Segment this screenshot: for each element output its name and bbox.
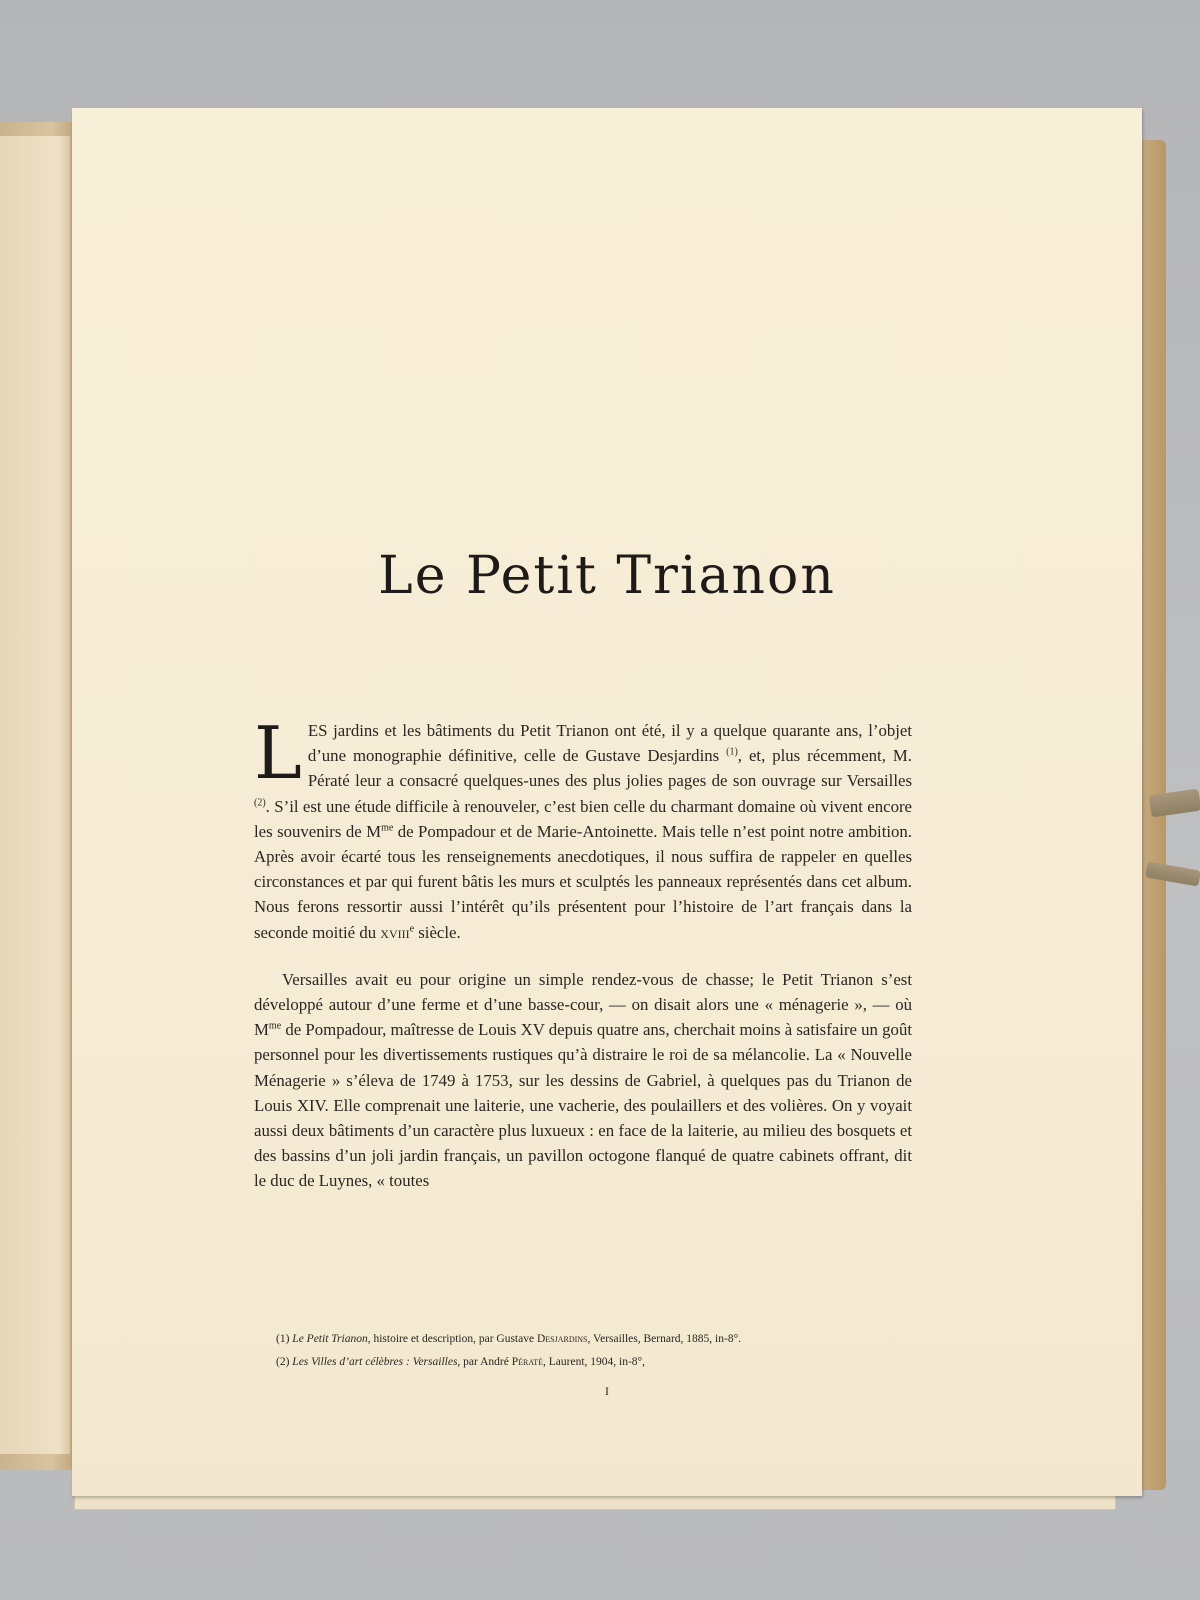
body-text — [254, 711, 913, 1194]
text-run: de Pompadour et de Marie-Antoinette. Mais telle n’est point notre ambition. Après avoir écarté tous les renseignements anecdotiques, il nous suffira de rappeler en quelles circonstances et par qui furent bâtis les murs et sculptés les panneaux représentés dans cet album. Nous ferons ressortir aussi l’intérêt qu’ils présentent pour l’histoire de l’art français dans la seconde moitié du — [254, 821, 912, 942]
text-run: , par André — [457, 1356, 512, 1368]
text-run: . S’il est une étude difficile à renouveler, c’est bien celle du charmant domaine où vivent encore les souvenirs de M — [254, 796, 912, 841]
footnote-ref-1: (1) — [726, 746, 738, 758]
text-run: , Versailles, Bernard, 1885, in-8°. — [587, 1333, 742, 1345]
footnote-mark: (1) — [276, 1333, 290, 1345]
page-title: Le Petit Trianon — [378, 546, 836, 606]
superscript: e — [409, 923, 415, 935]
page-number: I — [605, 1384, 609, 1398]
superscript: me — [381, 822, 394, 834]
text-run: , et, plus récemment, M. Pératé leur a consacré quelques-unes des plus jolies pages de son ouvrage sur Versailles — [307, 746, 913, 791]
text-run: ES jardins et les bâtiments du Petit Trianon ont été, il y a quelque quarante ans, l’objet d’une monographie définitive, celle de Gustave Desjardins — [307, 721, 912, 766]
century-numeral: xviii — [380, 922, 410, 942]
footnote-work-title: Le Petit Trianon — [292, 1333, 368, 1345]
text-run: , Laurent, 1904, in-8°, — [543, 1356, 646, 1368]
book-page — [72, 108, 1142, 1496]
text-run: siècle. — [414, 922, 461, 942]
footnotes — [276, 1328, 916, 1374]
footnote-work-title: Les Villes d’art célèbres : Versailles — [292, 1356, 458, 1368]
footnote-author: Pératé — [511, 1356, 544, 1368]
text-run: de Pompadour, maîtresse de Louis XV depuis quatre ans, cherchait moins à satisfaire un goût personnel pour les divertissements rustiques qu’à distraire le roi de sa mélancolie. La « Nouvelle Ménagerie » s’éleva de 1749 à 1753, sur les dessins de Gabriel, à quelques pas du Trianon de Louis XIV. Elle comprenait une laiterie, une vacherie, des poulaillers et des volières. On y voyait aussi deux bâtiments d’un caractère plus luxueux : en face de la laiterie, au milieu des bosquets et des bassins d’un joli jardin français, un pavillon octogone flanqué de quatre cabinets offrant, dit le duc de Luynes, « toutes — [254, 1020, 912, 1191]
text-run: Versailles avait eu pour origine un simple rendez-vous de chasse; le Petit Trianon s’est développé autour d’une ferme et d’une basse-cour, — on disait alors une « ménagerie », — où M — [254, 969, 912, 1040]
footnote-author: Desjardins — [536, 1333, 588, 1345]
superscript: me — [268, 1020, 282, 1032]
footnote-ref-2: (2) — [254, 797, 266, 809]
footnote-1 — [276, 1328, 916, 1351]
facing-page-edge — [0, 136, 70, 1454]
paragraph-1 — [254, 711, 913, 945]
footnote-mark: (2) — [276, 1356, 290, 1368]
text-run: , histoire et description, par Gustave — [367, 1333, 537, 1345]
drop-cap: L — [254, 711, 302, 795]
paragraph-2 — [254, 967, 912, 1194]
footnote-2 — [276, 1351, 916, 1374]
